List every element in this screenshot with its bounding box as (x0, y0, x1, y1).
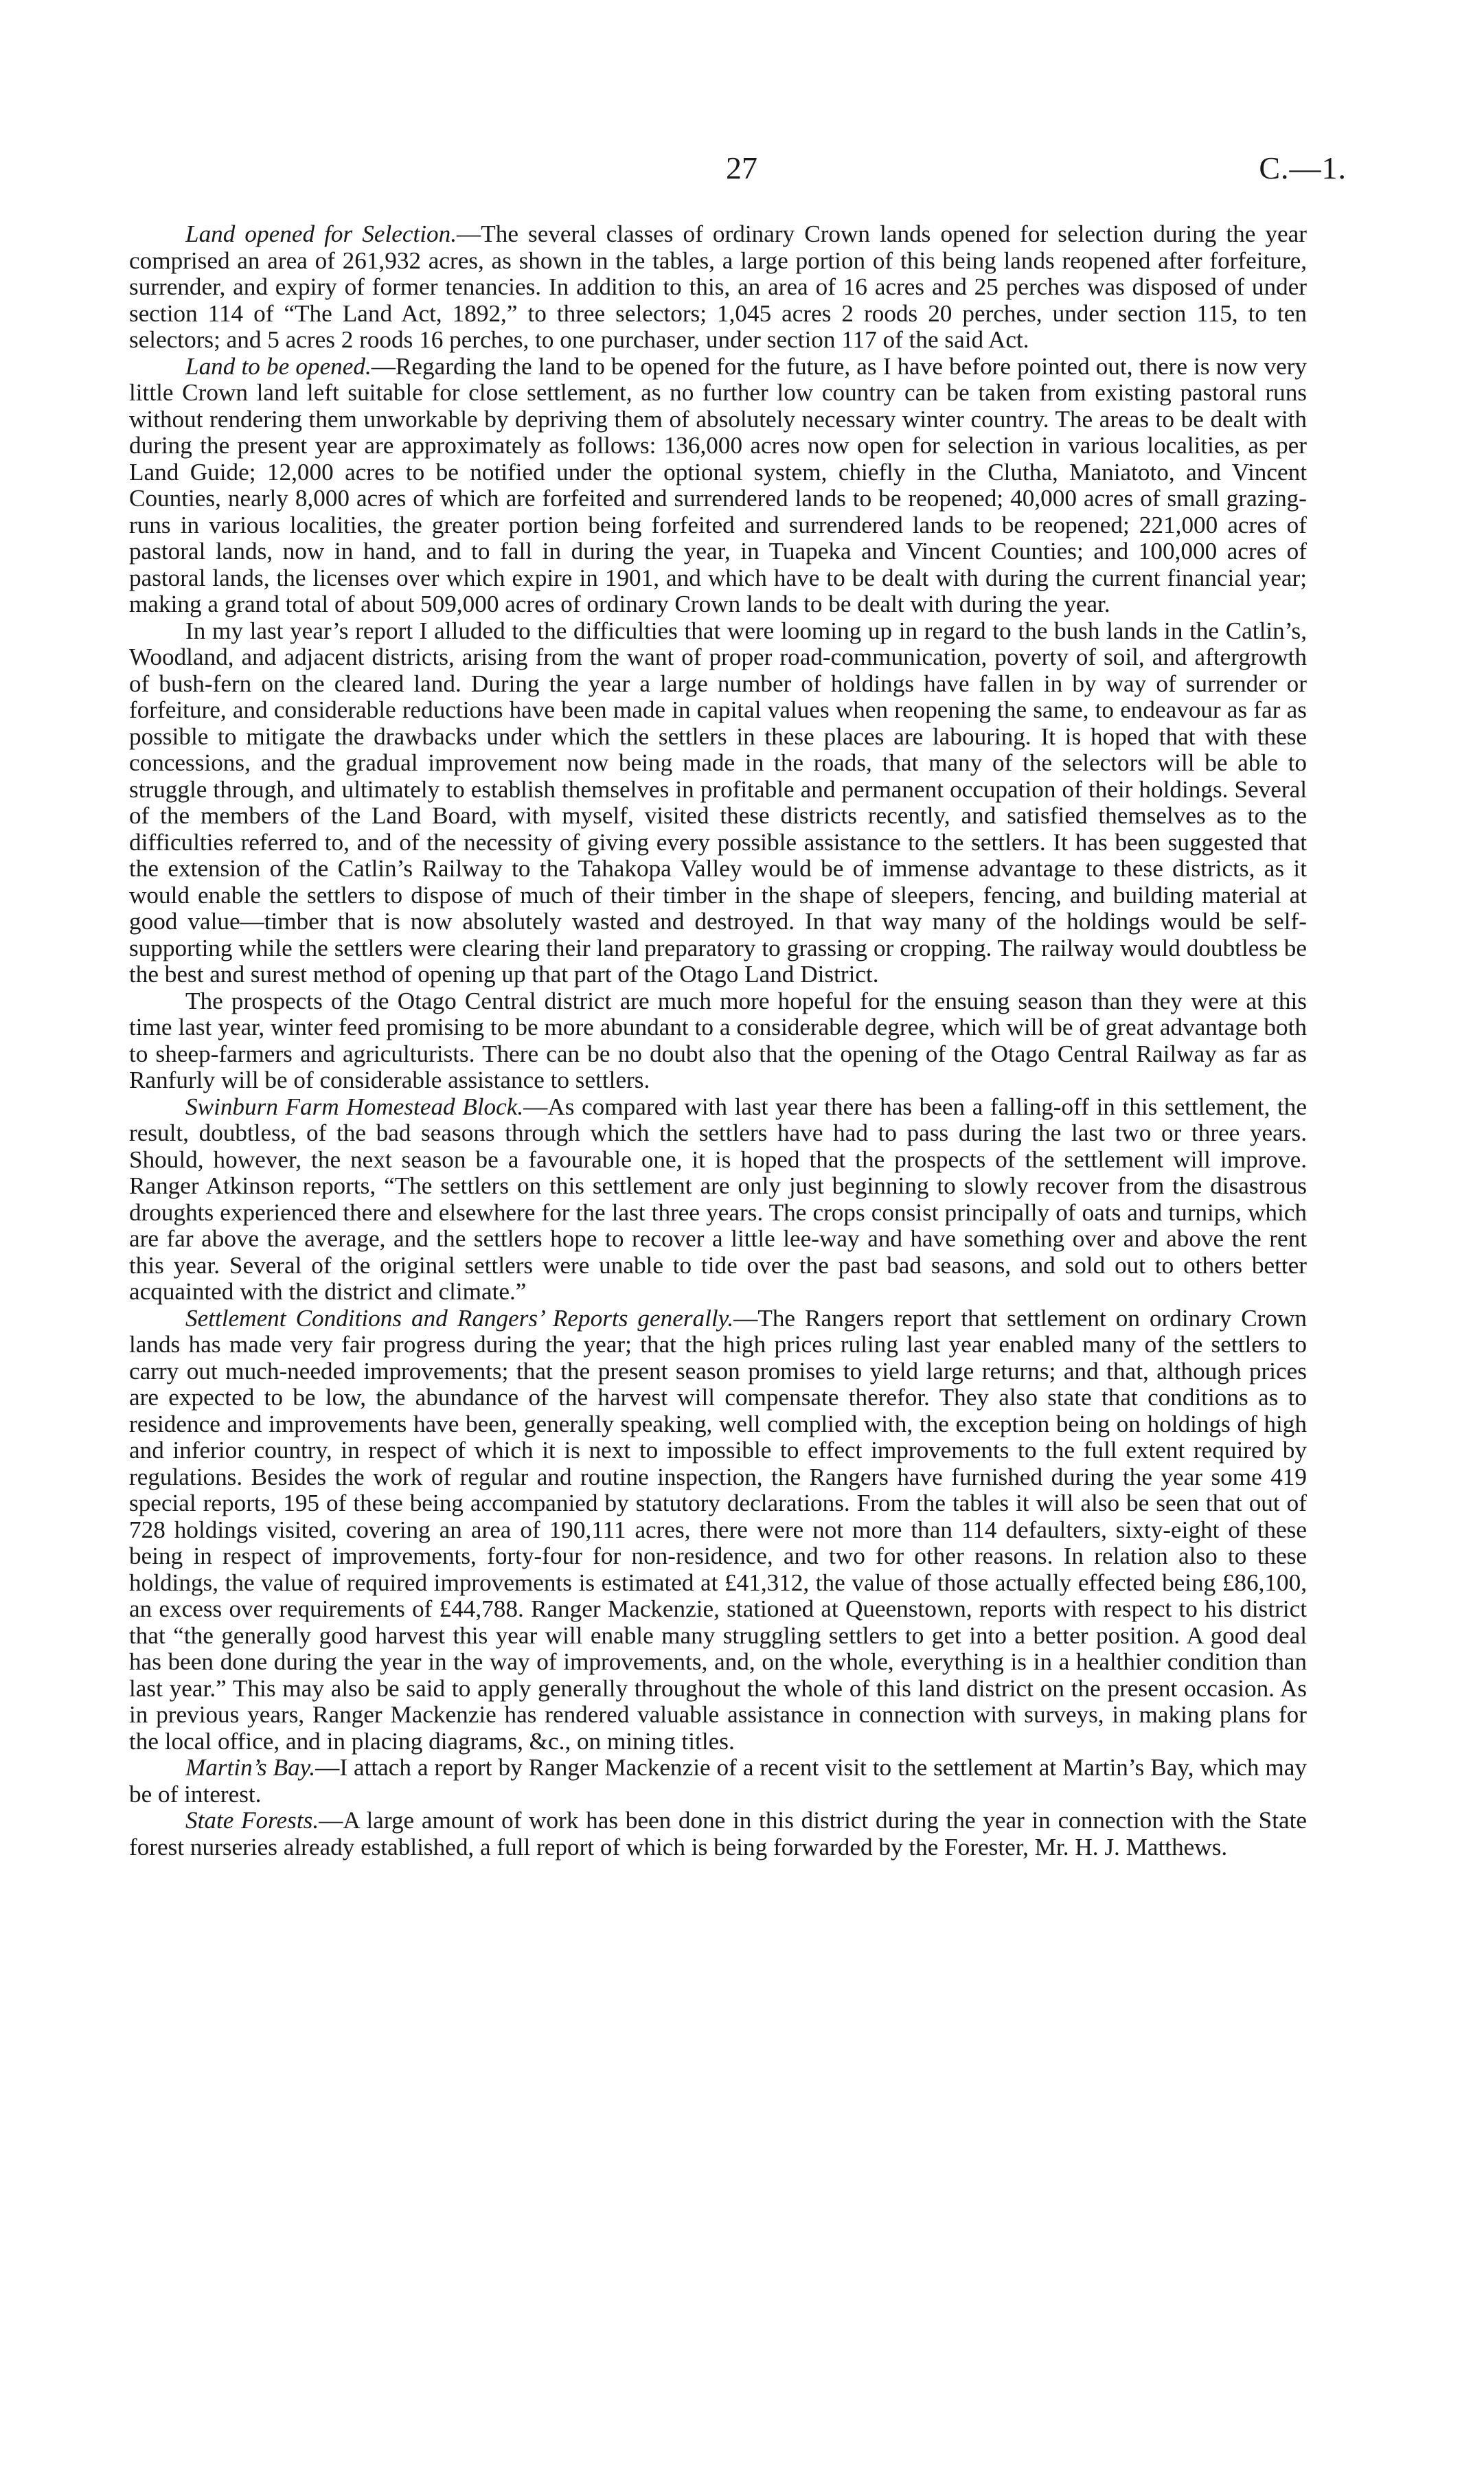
paragraph-swinburn (129, 1094, 1307, 1306)
paragraph-text: —A large amount of work has been done in this district during the year in connection with the State forest nurseries already established, a full report of which is being forwarded by the Forester, Mr. H. J. Matthews. (129, 1807, 1307, 1860)
paragraph-settlement-conditions (129, 1306, 1307, 1755)
body-text (129, 221, 1307, 1860)
paragraph-heading: Martin’s Bay. (185, 1754, 316, 1781)
paragraph-text: —The Rangers report that settlement on ordinary Crown lands has made very fair progress during the year; that the high prices ruling last year enabled many of the settlers to carry out much-needed improvements; that the present season promises to yield large returns; and that, although prices are expected to be low, the abundance of the harvest will compensate therefor. They also state that conditions as to residence and improvements have been, generally speaking, well complied with, the exception being on holdings of high and inferior country, in respect of which it is next to impossible to effect improvements to the full extent required by regulations. Besides the work of regular and routine inspection, the Rangers have furnished during the year some 419 special reports, 195 of these being accompanied by statutory declarations. From the tables it will also be seen that out of 728 holdings visited, covering an area of 190,111 acres, there were not more than 114 defaulters, sixty-eight of these being in respect of improvements, forty-four for non-residence, and two for other reasons. In relation also to these holdings, the value of required improvements is estimated at £41,312, the value of those actually effected being £86,100, an excess over requirements of £44,788. Ranger Mackenzie, stationed at Queenstown, reports with respect to his district that “the generally good harvest this year will enable many struggling settlers to get into a better position. A good deal has been done during the year in the way of improvements, and, on the whole, everything is in a healthier condition than last year.” This may also be said to apply generally throughout the whole of this land district on the present occasion. As in previous years, Ranger Mackenzie has rendered valuable assistance in connection with surveys, in making plans for the local office, and in placing diagrams, &c., on mining titles. (129, 1304, 1307, 1755)
paragraph-text: —As compared with last year there has been a falling-off in this settlement, the result, doubtless, of the bad seasons through which the settlers have had to pass during the last two or three years. Should, however, the next season be a favourable one, it is hoped that the prospects of the settlement will improve. Ranger Atkinson reports, “The settlers on this settlement are only just beginning to slowly recover from the disastrous droughts experienced there and elsewhere for the last three years. The crops consist principally of oats and turnips, which are far above the average, and the settlers hope to recover a little lee-way and have something over and above the rent this year. Several of the original settlers were unable to tide over the past bad seasons, and sold out to others better acquainted with the district and climate.” (129, 1093, 1307, 1305)
paragraph-heading: Settlement Conditions and Rangers’ Reports generally. (185, 1304, 734, 1332)
paragraph-heading: State Forests. (185, 1807, 319, 1834)
paragraph-heading: Swinburn Farm Homestead Block. (185, 1093, 524, 1120)
document-reference: C.—1. (1259, 150, 1347, 185)
paragraph-martins-bay (129, 1755, 1307, 1808)
paragraph-state-forests (129, 1808, 1307, 1860)
page-number: 27 (726, 150, 757, 185)
paragraph-otago-central (129, 988, 1307, 1094)
paragraph-land-opened (129, 221, 1307, 354)
paragraph-text: —Regarding the land to be opened for the future, as I have before pointed out, there is now very little Crown land left suitable for close settlement, as no further low country can be taken from existing pastoral runs without rendering them unworkable by depriving them of absolutely necessary winter country. The areas to be dealt with during the present year are approximately as follows: 136,000 acres now open for selection in various localities, as per Land Guide; 12,000 acres to be notified under the optional system, chiefly in the Clutha, Maniatoto, and Vincent Counties, nearly 8,000 acres of which are forfeited and surrendered lands to be reopened; 40,000 acres of small grazing-runs in various localities, the greater portion being forfeited and surrendered lands to be reopened; 221,000 acres of pastoral lands, now in hand, and to fall in during the year, in Tuapeka and Vincent Counties; and 100,000 acres of pastoral lands, the licenses over which expire in 1901, and which have to be dealt with during the current financial year; making a grand total of about 509,000 acres of ordinary Crown lands to be dealt with during the year. (129, 352, 1308, 617)
paragraph-heading: Land opened for Selection. (185, 220, 457, 247)
paragraph-text: —The several classes of ordinary Crown lands opened for selection during the year comprised an area of 261,932 acres, as shown in the tables, a large portion of this being lands reopened after forfeiture, surrender, and expiry of former tenancies. In addition to this, an area of 16 acres and 25 perches was disposed of under section 114 of “The Land Act, 1892,” to three selectors; 1,045 acres 2 roods 20 perches, under section 115, to ten selectors; and 5 acres 2 roods 16 perches, to one purchaser, under section 117 of the said Act. (129, 220, 1307, 353)
paragraph-heading: Land to be opened. (185, 352, 372, 380)
paragraph-text: —I attach a report by Ranger Mackenzie of a recent visit to the settlement at Martin’s Bay, which may be of interest. (129, 1754, 1307, 1808)
paragraph-text: In my last year’s report I alluded to the difficulties that were looming up in regard to the bush lands in the Catlin’s, Woodland, and adjacent districts, arising from the want of proper road-communication, poverty of soil, and aftergrowth of bush-fern on the cleared land. During the year a large number of holdings have fallen in by way of surrender or forfeiture, and considerable reductions have been made in capital values when reopening the same, to endeavour as far as possible to mitigate the drawbacks under which the settlers in these places are labouring. It is hoped that with these concessions, and the gradual improvement now being made in the roads, that many of the selectors will be able to struggle through, and ultimately to establish themselves in profitable and permanent occupation of their holdings. Several of the members of the Land Board, with myself, visited these districts recently, and satisfied themselves as to the difficulties referred to, and of the necessity of giving every possible assistance to the settlers. It has been suggested that the extension of the Catlin’s Railway to the Tahakopa Valley would be of immense advantage to these districts, as it would enable the settlers to dispose of much of their timber in the shape of sleepers, fencing, and building material at good value—timber that is now absolutely wasted and destroyed. In that way many of the holdings would be self-supporting while the settlers were clearing their land preparatory to grassing or cropping. The railway would doubtless be the best and surest method of opening up that part of the Otago Land District. (129, 617, 1307, 988)
page-header (0, 148, 1484, 196)
paragraph-text: The prospects of the Otago Central district are much more hopeful for the ensuing season than they were at this time last year, winter feed promising to be more abundant to a considerable degree, which will be of great advantage both to sheep-farmers and agriculturists. There can be no doubt also that the opening of the Otago Central Railway as far as Ranfurly will be of considerable assistance to settlers. (129, 987, 1307, 1093)
paragraph-bush-lands (129, 618, 1307, 988)
paragraph-land-to-be-opened (129, 354, 1307, 618)
